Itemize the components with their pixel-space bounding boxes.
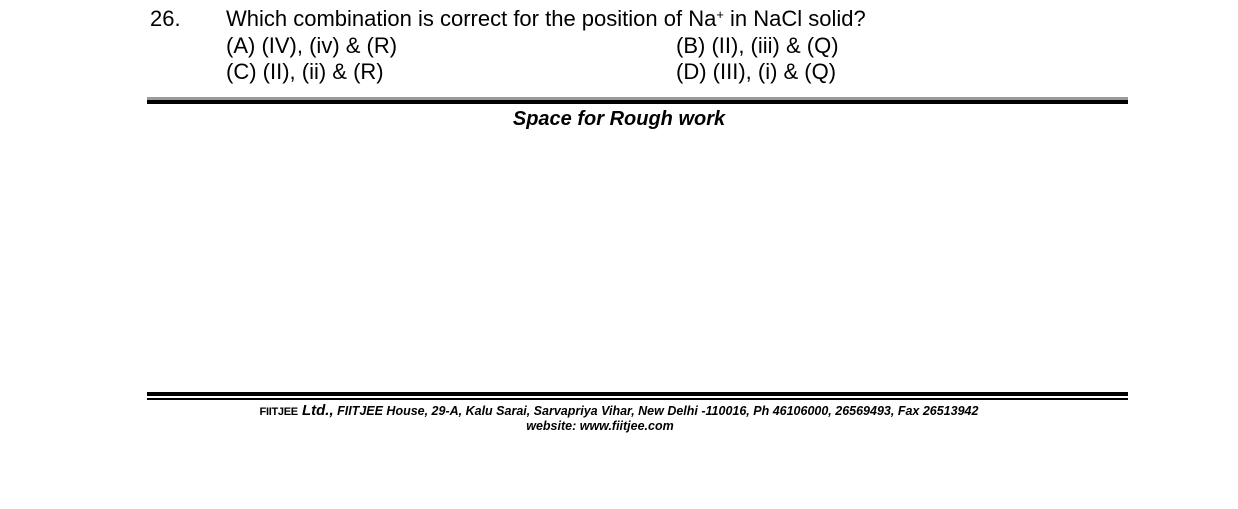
footer-ltd: Ltd., xyxy=(297,402,334,419)
option-c: (C) (II), (ii) & (R) xyxy=(226,59,384,84)
option-b: (B) (II), (iii) & (Q) xyxy=(676,33,839,58)
top-divider xyxy=(147,97,1128,104)
footer-address: FIITJEE House, 29-A, Kalu Sarai, Sarvapriya Vihar, New Delhi -110016, Ph 46106000, 26569493, Fax 26513942 xyxy=(333,404,979,418)
rough-work-area xyxy=(147,134,1128,390)
question-number: 26. xyxy=(150,6,181,31)
footer-divider xyxy=(147,392,1128,400)
footer-website: website: www.fiitjee.com xyxy=(526,419,674,433)
rough-work-title: Space for Rough work xyxy=(512,108,726,130)
option-a: (A) (IV), (iv) & (R) xyxy=(226,33,398,58)
option-d: (D) (III), (i) & (Q) xyxy=(676,59,837,84)
footer-brand: FIITJEE xyxy=(259,406,298,418)
question-text-after: in NaCl solid? xyxy=(723,6,866,31)
question-text-before: Which combination is correct for the position of Na xyxy=(226,6,717,31)
question-text xyxy=(226,6,866,32)
footer-address-line xyxy=(0,403,1238,420)
question-superscript: + xyxy=(716,7,724,22)
